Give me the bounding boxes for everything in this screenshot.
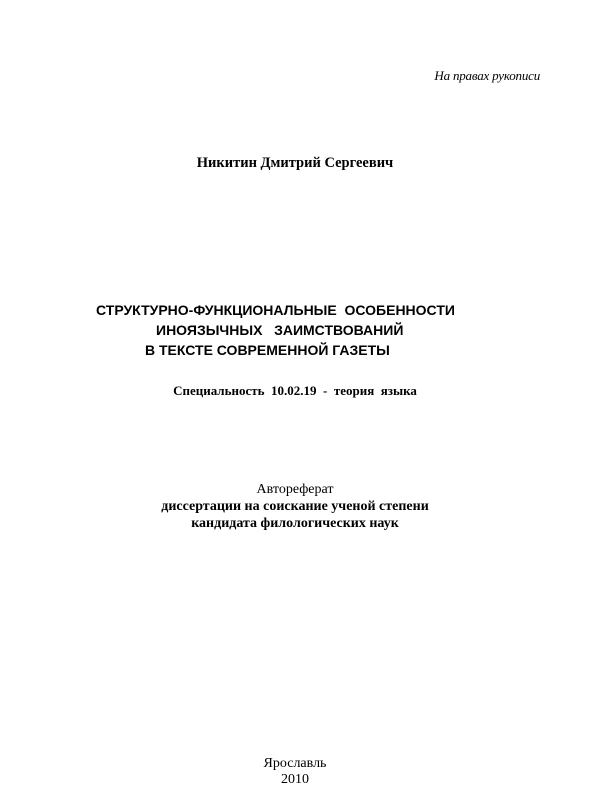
title-line-2: ИНОЯЗЫЧНЫХ ЗАИМСТВОВАНИЙ	[156, 322, 404, 338]
title-line-1: СТРУКТУРНО-ФУНКЦИОНАЛЬНЫЕ ОСОБЕННОСТИ	[96, 302, 455, 318]
author-name: Никитин Дмитрий Сергеевич	[196, 155, 394, 171]
abstract-line-3: кандидата филологических наук	[191, 516, 399, 531]
imprint	[0, 756, 590, 788]
title-line-3: В ТЕКСТЕ СОВРЕМЕННОЙ ГАЗЕТЫ	[145, 342, 390, 358]
abstract-line-2: диссертации на соискание ученой степени	[161, 499, 429, 514]
imprint-year: 2010	[281, 772, 309, 787]
abstract-line-1: Автореферат	[256, 482, 334, 497]
dissertation-title	[0, 300, 590, 360]
abstract-heading	[0, 481, 590, 532]
specialty-line: Специальность 10.02.19 - теория языка	[173, 383, 417, 398]
manuscript-note: На правах рукописи	[434, 68, 540, 83]
imprint-city: Ярославль	[263, 756, 327, 771]
